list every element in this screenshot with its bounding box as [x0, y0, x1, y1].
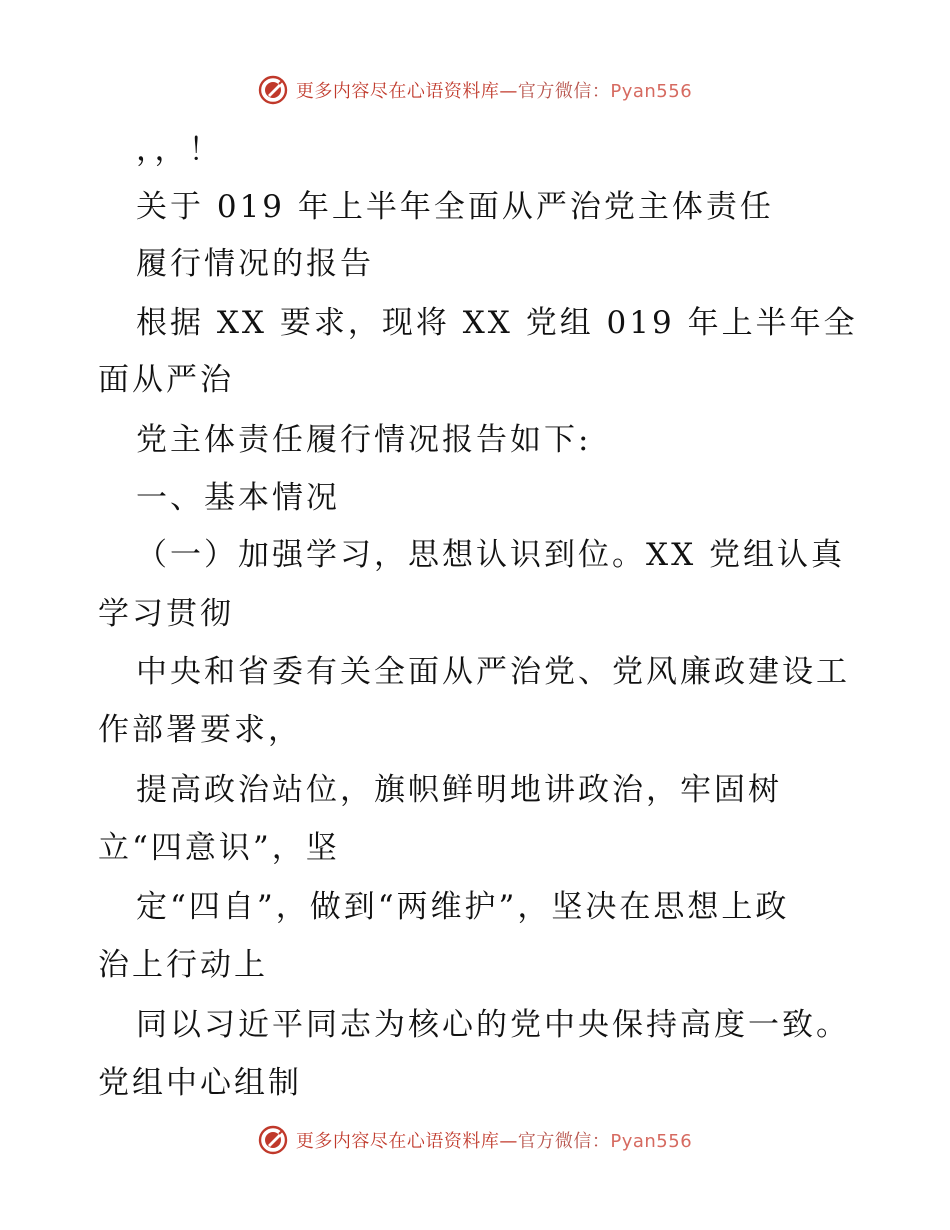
- text-line: 作部署要求，: [98, 712, 302, 748]
- watermark-sub-text: 官方微信：: [517, 81, 611, 102]
- header-watermark: [0, 70, 950, 110]
- watermark-wechat-id: Pyan556: [610, 1131, 693, 1152]
- text-line: 一、基本情况: [136, 480, 340, 516]
- watermark-main-text: 更多内容尽在心语资料库: [295, 81, 500, 102]
- watermark-dash: —: [499, 81, 518, 102]
- pen-logo-icon: [258, 75, 288, 105]
- watermark-sub-text: 官方微信：: [517, 1131, 611, 1152]
- text-line: 治上行动上: [98, 947, 268, 983]
- text-line: 定“四自”，做到“两维护”，坚决在思想上政: [136, 889, 790, 925]
- text-line: 关于 019 年上半年全面从严治党主体责任: [136, 189, 774, 225]
- watermark-main-text: 更多内容尽在心语资料库: [295, 1131, 500, 1152]
- watermark-dash: —: [499, 1131, 518, 1152]
- text-line: 同以习近平同志为核心的党中央保持高度一致。: [136, 1007, 850, 1043]
- text-line: 中央和省委有关全面从严治党、党风廉政建设工: [136, 654, 850, 690]
- pen-logo-icon: [258, 1125, 288, 1155]
- footer-watermark: [0, 1120, 950, 1160]
- text-line: 党组中心组制: [98, 1065, 302, 1101]
- text-line: 立“四意识”，坚: [98, 830, 340, 866]
- text-line: 提高政治站位，旗帜鲜明地讲政治，牢固树: [136, 772, 782, 808]
- text-line: 根据 XX 要求，现将 XX 党组 019 年上半年全: [136, 305, 858, 341]
- watermark-wechat-id: Pyan556: [610, 81, 693, 102]
- text-line: （一）加强学习，思想认识到位。XX 党组认真: [136, 537, 845, 573]
- text-line: 学习贯彻: [98, 596, 234, 632]
- text-line: 党主体责任履行情况报告如下:: [136, 422, 592, 458]
- text-line: ，，！: [136, 132, 223, 168]
- text-line: 履行情况的报告: [136, 246, 374, 282]
- text-line: 面从严治: [98, 362, 234, 398]
